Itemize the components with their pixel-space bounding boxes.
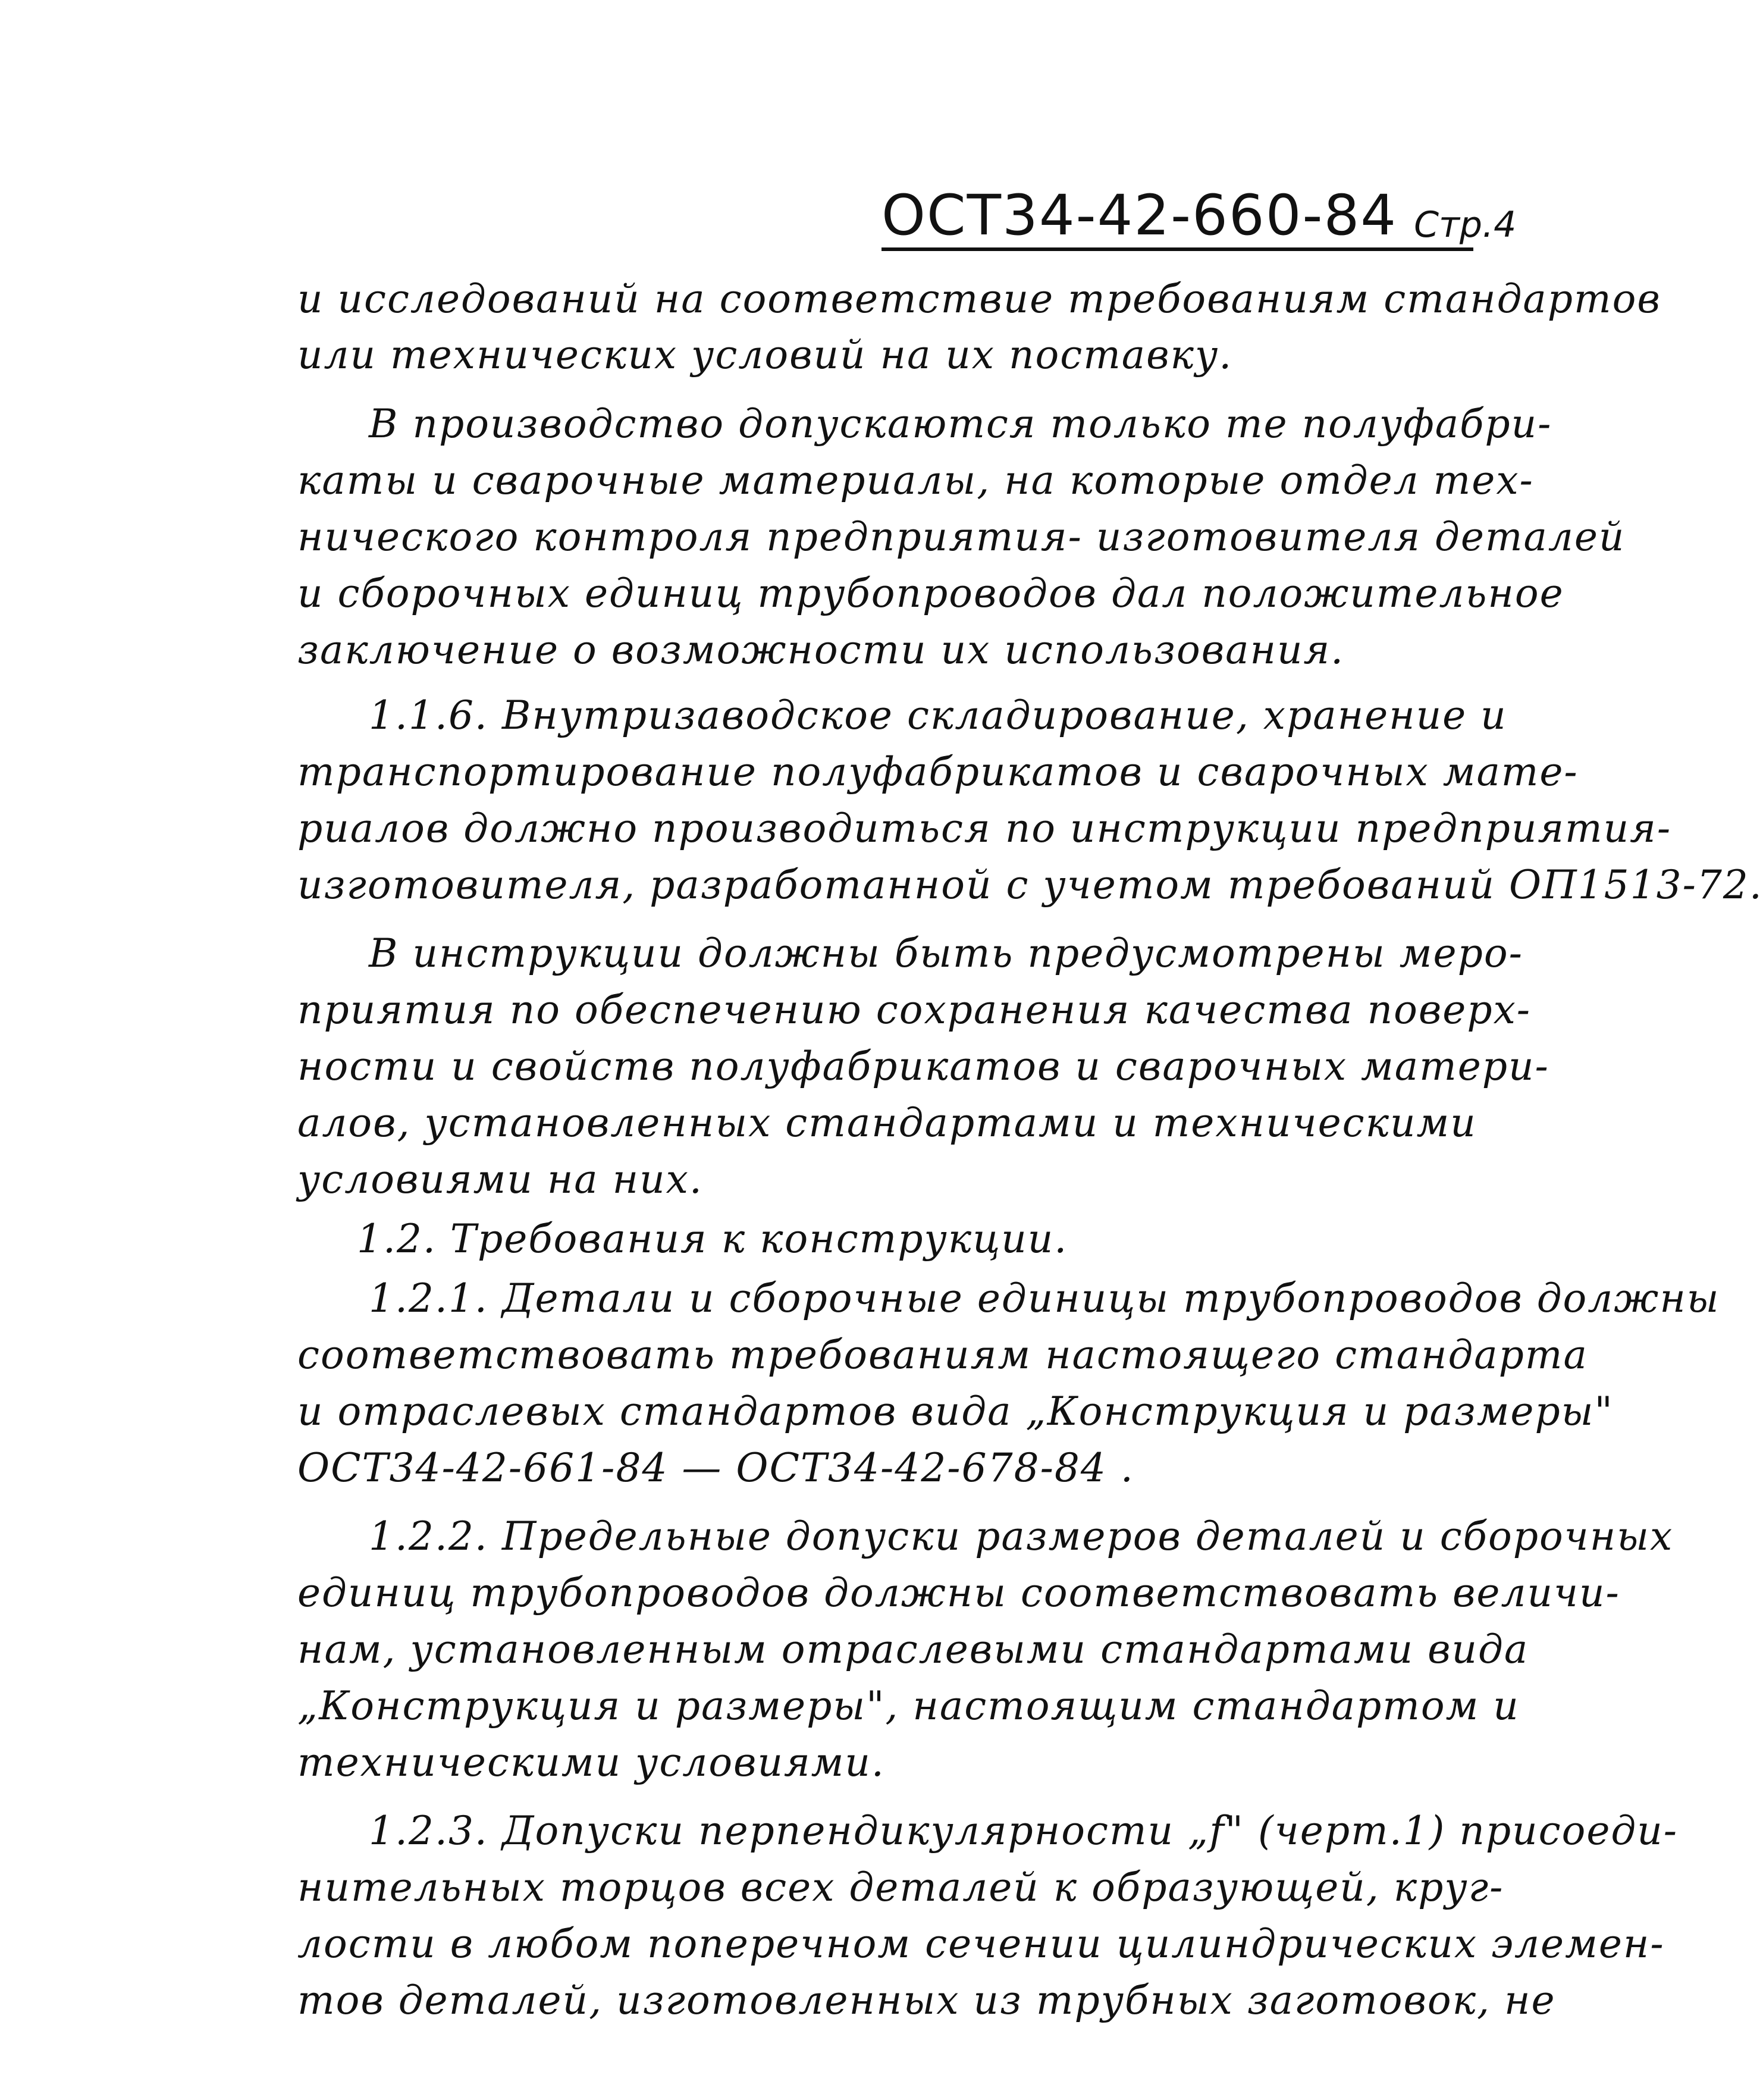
text-line: заключение о возможности их использования. bbox=[297, 627, 1345, 673]
text-line: 1.2.3. Допуски перпендикулярности „f" (черт.1) присоеди- bbox=[369, 1808, 1679, 1854]
page-number: Стр.4 bbox=[1414, 204, 1517, 246]
text-line: приятия по обеспечению сохранения качества поверх- bbox=[297, 987, 1532, 1033]
text-line: нительных торцов всех деталей к образующей, круг- bbox=[297, 1864, 1504, 1910]
text-line: В инструкции должны быть предусмотрены меро- bbox=[369, 930, 1523, 976]
text-line: ности и свойств полуфабрикатов и сварочных матери- bbox=[297, 1043, 1549, 1089]
text-line: или технических условий на их поставку. bbox=[297, 332, 1233, 378]
document-code: ОСТ34-42-660-84 bbox=[882, 183, 1398, 248]
text-line: В производство допускаются только те полуфабри- bbox=[369, 401, 1552, 447]
text-line: лости в любом поперечном сечении цилиндрических элемен- bbox=[297, 1921, 1665, 1967]
text-line: условиями на них. bbox=[297, 1156, 703, 1202]
text-line: 1.2.1. Детали и сборочные единицы трубопроводов должны bbox=[369, 1275, 1720, 1321]
text-line: изготовителя, разработанной с учетом требований ОП1513-72. bbox=[297, 862, 1763, 908]
text-line: техническими условиями. bbox=[297, 1739, 885, 1785]
text-line: и исследований на соответствие требованиям стандартов bbox=[297, 276, 1661, 322]
text-line: нического контроля предприятия- изготовителя деталей bbox=[297, 514, 1626, 560]
text-line: „Конструкция и размеры", настоящим стандартом и bbox=[297, 1683, 1520, 1729]
text-line: тов деталей, изготовленных из трубных заготовок, не bbox=[297, 1977, 1556, 2023]
text-line: 1.2.2. Предельные допуски размеров деталей и сборочных bbox=[369, 1513, 1674, 1559]
text-line: каты и сварочные материалы, на которые отдел тех- bbox=[297, 457, 1534, 503]
text-line: нам, установленным отраслевыми стандартами вида bbox=[297, 1626, 1529, 1672]
text-line: и сборочных единиц трубопроводов дал положительное bbox=[297, 571, 1564, 616]
text-line: алов, установленных стандартами и техническими bbox=[297, 1100, 1477, 1146]
text-line: соответствовать требованиям настоящего стандарта bbox=[297, 1332, 1588, 1378]
text-line: риалов должно производиться по инструкции предприятия- bbox=[297, 805, 1672, 851]
text-line: единиц трубопроводов должны соответствовать величи- bbox=[297, 1570, 1620, 1616]
text-line: ОСТ34-42-661-84 — ОСТ34-42-678-84 . bbox=[297, 1445, 1134, 1491]
text-line: 1.1.6. Внутризаводское складирование, хранение и bbox=[369, 692, 1507, 738]
text-line: 1.2. Требования к конструкции. bbox=[357, 1216, 1068, 1262]
text-line: и отраслевых стандартов вида „Конструкция и размеры" bbox=[297, 1388, 1614, 1434]
text-line: транспортирование полуфабрикатов и сварочных мате- bbox=[297, 749, 1579, 795]
